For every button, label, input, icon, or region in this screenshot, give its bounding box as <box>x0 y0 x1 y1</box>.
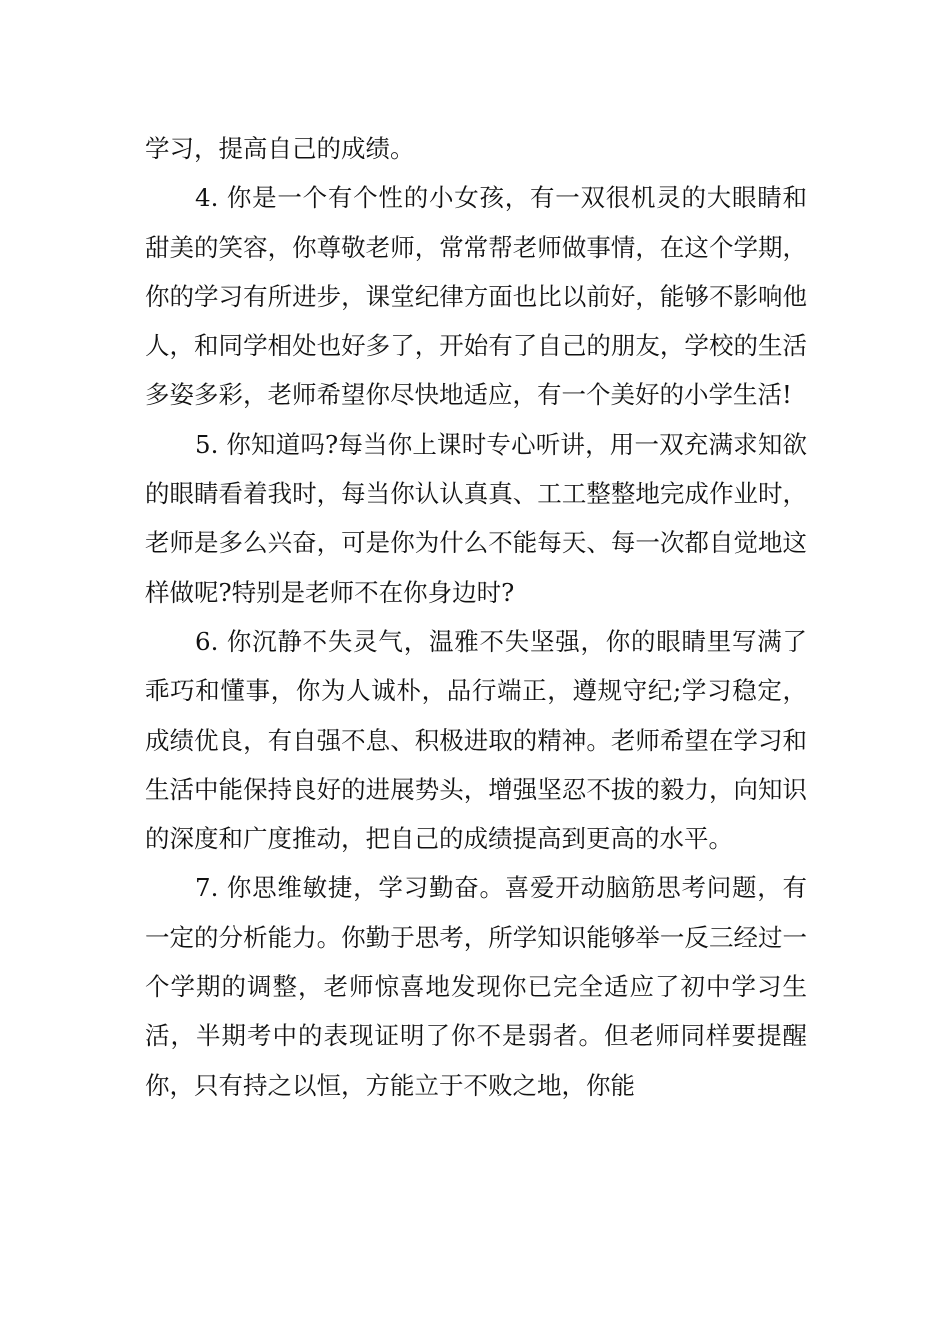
paragraph-comment-7: 7. 你思维敏捷，学习勤奋。喜爱开动脑筋思考问题，有一定的分析能力。你勤于思考，所学知识能够举一反三经过一个学期的调整，老师惊喜地发现你已完全适应了初中学习生活，半期考中的表现证明了你不是弱者。但老师同样要提醒你，只有持之以恒，方能立于不败之地，你能 <box>145 873 807 1100</box>
paragraph-comment-6: 6. 你沉静不失灵气，温雅不失坚强，你的眼睛里写满了乖巧和懂事，你为人诚朴，品行端正，遵规守纪;学习稳定，成绩优良，有自强不息、积极进取的精神。老师希望在学习和生活中能保持良好的进展势头，增强坚忍不拔的毅力，向知识的深度和广度推动，把自己的成绩提高到更高的水平。 <box>145 626 807 854</box>
document-body <box>145 124 807 1110</box>
paragraph-continuation: 学习，提高自己的成绩。 <box>145 134 415 163</box>
paragraph-comment-4: 4. 你是一个有个性的小女孩，有一双很机灵的大眼睛和甜美的笑容，你尊敬老师，常常帮老师做事情，在这个学期，你的学习有所进步，课堂纪律方面也比以前好，能够不影响他人，和同学相处也好多了，开始有了自己的朋友，学校的生活多姿多彩，老师希望你尽快地适应，有一个美好的小学生活! <box>145 183 807 410</box>
paragraph-comment-5: 5. 你知道吗?每当你上课时专心听讲，用一双充满求知欲的眼睛看着我时，每当你认认真真、工工整整地完成作业时，老师是多么兴奋，可是你为什么不能每天、每一次都自觉地这样做呢?特别是老师不在你身边时? <box>145 429 807 607</box>
